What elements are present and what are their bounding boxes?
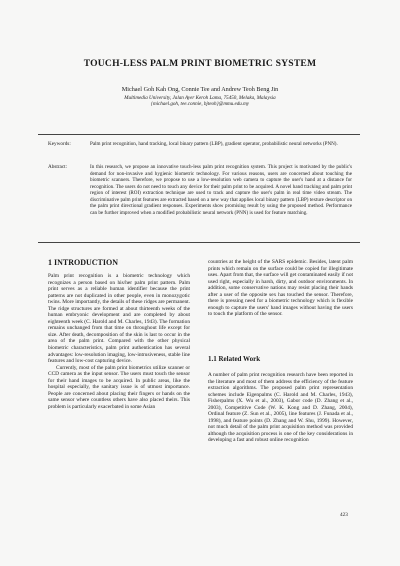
paper-title: TOUCH-LESS PALM PRINT BIOMETRIC SYSTEM [83, 58, 317, 69]
author-emails: {michael.goh, tee.connie, bjteoh}@mmu.edu.my [150, 101, 250, 108]
abstract-text: In this research, we propose an innovative touch-less palm print recognition system. This project is motivated by the public's demand for non-invasive and hygienic biometric technology. For various reasons, users are concerned about touching the biometric scanners. Therefore, we propose to use a low-resolution web camera to capture the user's hand at a distance for recognition. The users do not need to touch any device for their palm print to be acquired. A novel hand tracking and palm print region of interest (ROI) extraction technique are used to track and capture the user's palm in real time video stream. The discriminative palm print features are extracted based on a new way that applies local binary pattern (LBP) texture descriptor on the palm print directional gradient responses. Experiments show promising result by using the proposed method. Performance can be further improved when a modified probabilistic neural network (PNN) is used for feature matching. [90, 164, 352, 216]
abstract-label: Abstract: [48, 164, 68, 170]
page-number: 423 [340, 512, 348, 518]
intro-continuation-paragraph: countries at the height of the SARS epidemic. Besides, latent palm prints which remain on the surface could be copied for illegitimate uses. Apart from that, the surface will get contaminated easily if not used right, especially in harsh, dirty, and outdoor environments. In addition, some conservative nations may resist placing their hands after a user of the opposite sex has touched the sensor. Therefore, there is pressing need for a biometric technology which is flexible enough to capture the users' hand images without having the users to touch the platform of the sensor. [208, 259, 353, 318]
author-affiliation [0, 95, 400, 108]
related-work-paragraph: A number of palm print recognition research have been reported in the literature and most of them address the efficiency of the feature extraction algorithms. The proposed palm print representation schemes include Eigenpalms (C. Harold and M. Charles, 1943), Fisherpalms (X. Wu et al., 2003), Gabor code (D. Zhang et al., 2003), Competitive Code (W. K. Kong and D. Zhang, 2004), Ordinal feature (Z. Sun et al., 2005), line features (J. Funada et al., 1998), and feature points (D. Zhang and W. Shu, 1999). However, not much detail of the palm print acquisition method was provided although the acquisition process is one of the key considerations in developing a fast and robust online recognition [208, 372, 353, 444]
top-divider [38, 134, 360, 135]
affiliation-line: Multimedia University, Jalan Ayer Keroh Lama, 75450, Melaka, Malaysia [124, 95, 276, 101]
keywords-text: Palm print recognition, hand tracking, local binary pattern (LBP), gradient operator, probabilistic neural networks (PNN). [90, 141, 338, 147]
subsection-heading-related-work: 1.1 Related Work [208, 355, 261, 363]
section-heading-introduction: 1 INTRODUCTION [48, 258, 119, 267]
bottom-divider [38, 242, 360, 243]
paper-authors: Michael Goh Kah Ong, Connie Tee and Andrew Teoh Beng Jin [121, 86, 279, 93]
left-column [48, 273, 190, 410]
intro-paragraph: Palm print recognition is a biometric technology which recognizes a person based on his/her palm print pattern. Palm print serves as a reliable human identifier because the print patterns are not duplicated in other people, even in monozygotic twins. More importantly, the details of these ridges are permanent. The ridge structures are formed at about thirteenth weeks of the human embryonic development and are completed by about eighteenth week (C. Harold and M. Charles, 1943). The formation remains unchanged from that time on throughout life except for size. After death, decomposition of the skin is last to occur in the area of the palm print. Compared with the other physical biometric characteristics, palm print authentication has several advantages: low-resolution imaging, low-intrusiveness, stable line features and low-cost capturing device. [48, 273, 190, 365]
intro-paragraph: Currently, most of the palm print biometrics utilize scanner or CCD camera as the input sensor. The users must touch the sensor for their hand images to be acquired. In public areas, like the hospital especially, the sanitary issue is of utmost importance. People are concerned about placing their fingers or hands on the same sensor where countless others have also placed theirs. This problem is particularly exacerbated in some Asian [48, 364, 190, 410]
right-column-related-work [208, 372, 353, 444]
keywords-label: Keywords: [48, 141, 71, 147]
right-column-intro [208, 259, 353, 318]
